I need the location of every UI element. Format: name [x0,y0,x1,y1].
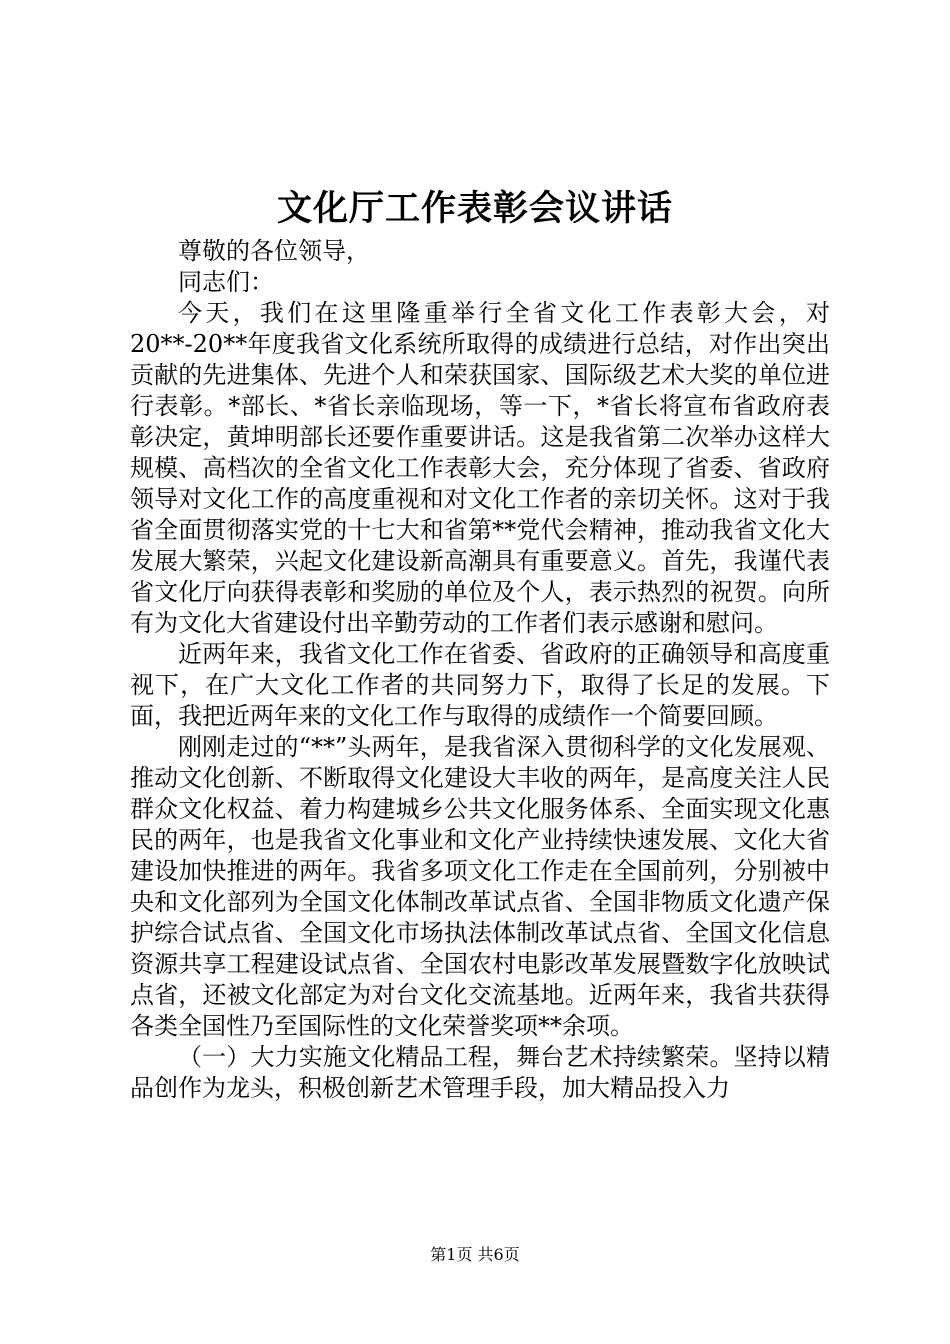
salutation-comrades: 同志们： [178,268,274,296]
paragraph-section-one: （一）大力实施文化精品工程，舞台艺术持续繁荣。坚持以精品创作为龙头，积极创新艺术管理手段，加大精品投入力 [130,1043,830,1102]
page-number: 第1页 共6页 [430,1245,520,1264]
document-title: 文化厅工作表彰会议讲话 [276,188,673,229]
paragraph-opening: 今天，我们在这里隆重举行全省文化工作表彰大会，对20**-20**年度我省文化系统所取得的成绩进行总结，对作出突出贡献的先进集体、先进个人和荣获国家、国际级艺术大奖的单位进行表彰。*部长、*省长亲临现场，等一下，*省长将宣布省政府表彰决定，黄坤明部长还要作重要讲话。这是我省第二次举办这样大规模、高档次的全省文化工作表彰大会，充分体现了省委、省政府领导对文化工作的高度重视和对文化工作者的亲切关怀。这对于我省全面贯彻落实党的十七大和省第**党代会精神，推动我省文化大发展大繁荣，兴起文化建设新高潮具有重要意义。首先，我谨代表省文化厅向获得表彰和奖励的单位及个人，表示热烈的祝贺。向所有为文化大省建设付出辛勤劳动的工作者们表示感谢和慰问。 [130,299,830,637]
paragraph-review-intro: 近两年来，我省文化工作在省委、省政府的正确领导和高度重视下，在广大文化工作者的共同努力下，取得了长足的发展。下面，我把近两年来的文化工作与取得的成绩作一个简要回顾。 [130,640,830,730]
salutation-leaders: 尊敬的各位领导， [178,237,370,265]
paragraph-achievements: 刚刚走过的“**”头两年，是我省深入贯彻科学的文化发展观、推动文化创新、不断取得文化建设大丰收的两年，是高度关注人民群众文化权益、着力构建城乡公共文化服务体系、全面实现文化惠民的两年，也是我省文化事业和文化产业持续快速发展、文化大省建设加快推进的两年。我省多项文化工作走在全国前列，分别被中央和文化部列为全国文化体制改革试点省、全国非物质文化遗产保护综合试点省、全国文化市场执法体制改革试点省、全国文化信息资源共享工程建设试点省、全国农村电影改革发展暨数字化放映试点省，还被文化部定为对台文化交流基地。近两年来，我省共获得各类全国性乃至国际性的文化荣誉奖项**余项。 [130,733,830,1040]
document-body [130,236,830,1104]
